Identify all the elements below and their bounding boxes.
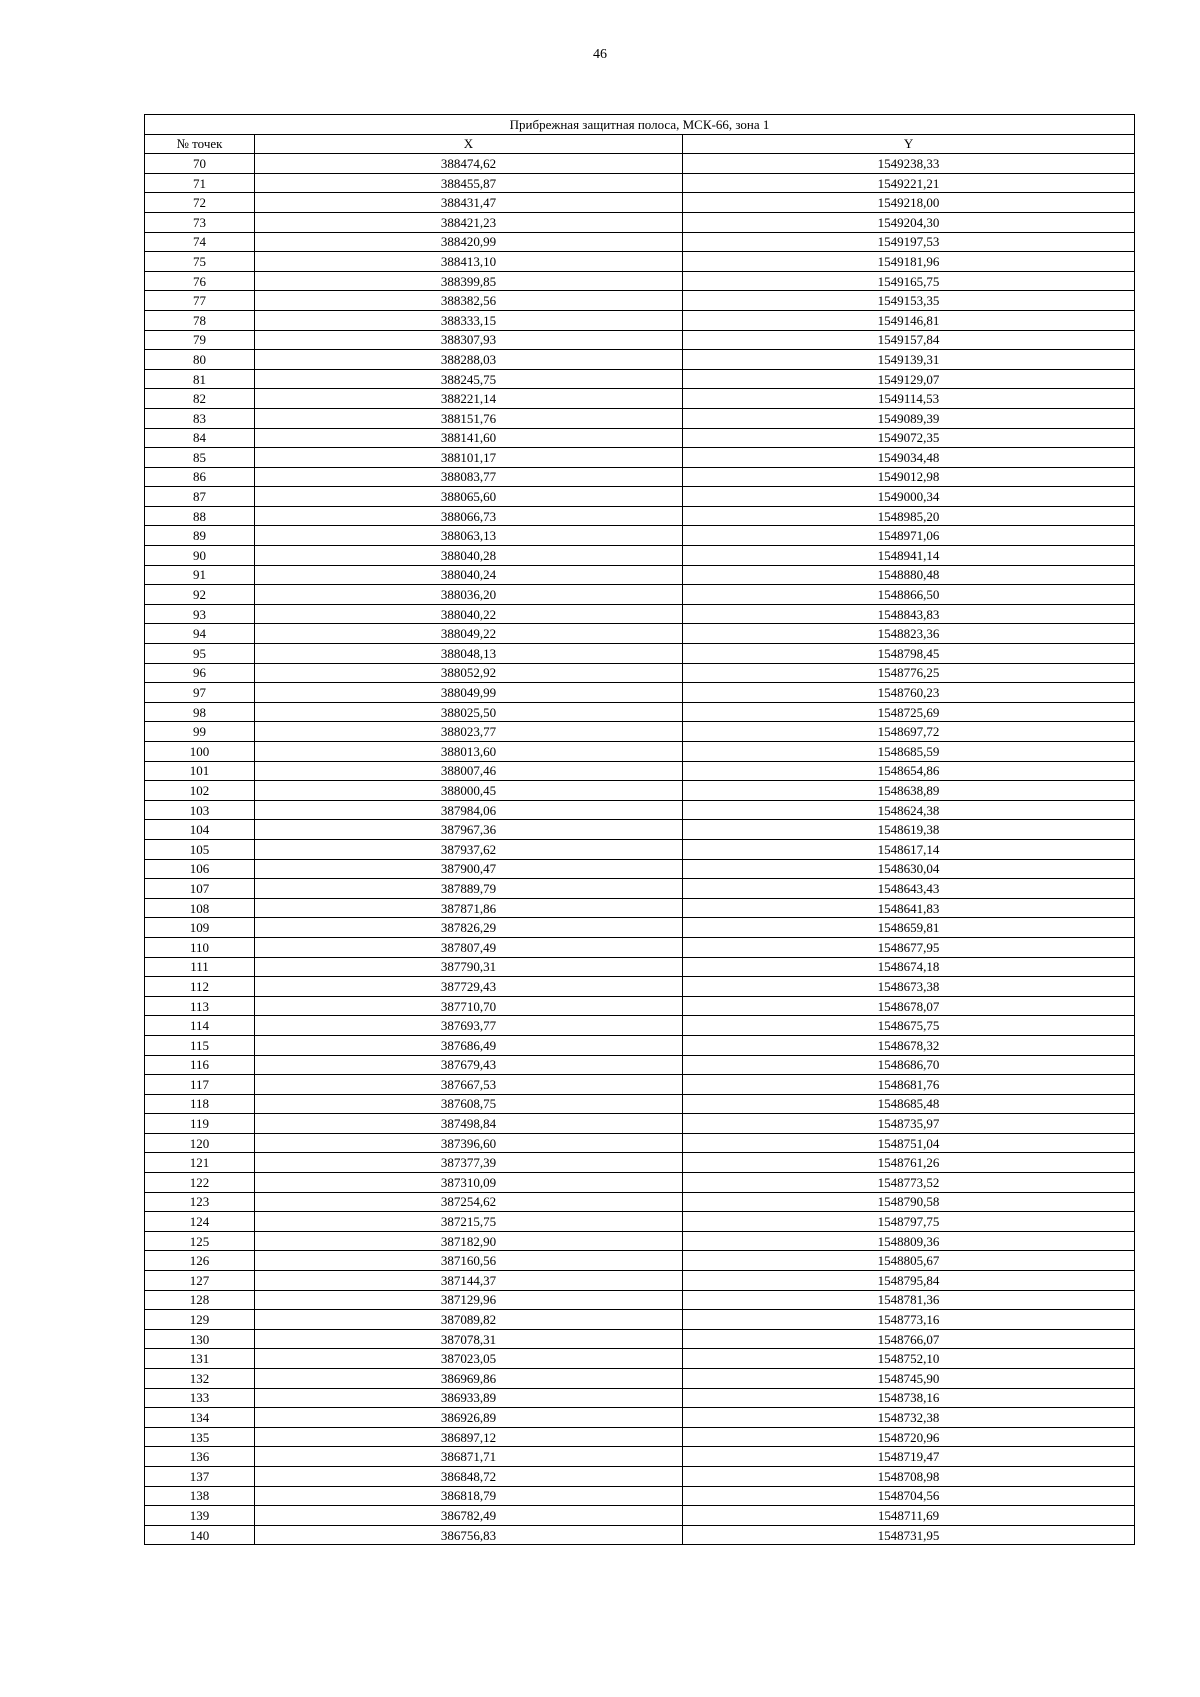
x-coordinate-cell: 388151,76 (255, 408, 683, 428)
point-number-cell: 81 (145, 369, 255, 389)
point-number-cell: 73 (145, 212, 255, 232)
x-coordinate-cell: 388420,99 (255, 232, 683, 252)
x-coordinate-cell: 387871,86 (255, 898, 683, 918)
table-row (145, 428, 1135, 448)
point-number-cell: 103 (145, 800, 255, 820)
table-row (145, 252, 1135, 272)
table-row (145, 1192, 1135, 1212)
y-coordinate-cell: 1549157,84 (683, 330, 1135, 350)
column-header-point-number: № точек (145, 134, 255, 154)
y-coordinate-cell: 1548720,96 (683, 1427, 1135, 1447)
x-coordinate-cell: 387984,06 (255, 800, 683, 820)
table-row (145, 585, 1135, 605)
y-coordinate-cell: 1548735,97 (683, 1114, 1135, 1134)
x-coordinate-cell: 388382,56 (255, 291, 683, 311)
y-coordinate-cell: 1548630,04 (683, 859, 1135, 879)
point-number-cell: 115 (145, 1035, 255, 1055)
table-row (145, 310, 1135, 330)
point-number-cell: 82 (145, 389, 255, 409)
x-coordinate-cell: 388040,22 (255, 604, 683, 624)
table-row (145, 702, 1135, 722)
y-coordinate-cell: 1548809,36 (683, 1231, 1135, 1251)
point-number-cell: 90 (145, 546, 255, 566)
y-coordinate-cell: 1548678,32 (683, 1035, 1135, 1055)
table-row (145, 820, 1135, 840)
x-coordinate-cell: 388066,73 (255, 506, 683, 526)
table-row (145, 1349, 1135, 1369)
table-row (145, 1466, 1135, 1486)
x-coordinate-cell: 387089,82 (255, 1310, 683, 1330)
x-coordinate-cell: 388245,75 (255, 369, 683, 389)
y-coordinate-cell: 1548823,36 (683, 624, 1135, 644)
table-row (145, 1173, 1135, 1193)
x-coordinate-cell: 387667,53 (255, 1075, 683, 1095)
point-number-cell: 124 (145, 1212, 255, 1232)
x-coordinate-cell: 388048,13 (255, 644, 683, 664)
x-coordinate-cell: 388040,24 (255, 565, 683, 585)
table-row (145, 1290, 1135, 1310)
x-coordinate-cell: 387144,37 (255, 1271, 683, 1291)
point-number-cell: 79 (145, 330, 255, 350)
point-number-cell: 77 (145, 291, 255, 311)
y-coordinate-cell: 1548731,95 (683, 1525, 1135, 1545)
y-coordinate-cell: 1548773,16 (683, 1310, 1135, 1330)
x-coordinate-cell: 388023,77 (255, 722, 683, 742)
table-row (145, 722, 1135, 742)
column-header-x: X (255, 134, 683, 154)
table-body (145, 154, 1135, 1545)
x-coordinate-cell: 388013,60 (255, 742, 683, 762)
x-coordinate-cell: 388399,85 (255, 271, 683, 291)
x-coordinate-cell: 387310,09 (255, 1173, 683, 1193)
y-coordinate-cell: 1549012,98 (683, 467, 1135, 487)
y-coordinate-cell: 1548659,81 (683, 918, 1135, 938)
y-coordinate-cell: 1549204,30 (683, 212, 1135, 232)
table-row (145, 389, 1135, 409)
y-coordinate-cell: 1548704,56 (683, 1486, 1135, 1506)
table-row (145, 546, 1135, 566)
table-row (145, 1369, 1135, 1389)
table-row (145, 761, 1135, 781)
x-coordinate-cell: 387608,75 (255, 1094, 683, 1114)
point-number-cell: 136 (145, 1447, 255, 1467)
x-coordinate-cell: 388049,99 (255, 683, 683, 703)
page-number: 46 (593, 47, 607, 62)
x-coordinate-cell: 388455,87 (255, 173, 683, 193)
point-number-cell: 102 (145, 781, 255, 801)
x-coordinate-cell: 387215,75 (255, 1212, 683, 1232)
table-row (145, 1212, 1135, 1232)
table-row (145, 839, 1135, 859)
y-coordinate-cell: 1548751,04 (683, 1133, 1135, 1153)
x-coordinate-cell: 386897,12 (255, 1427, 683, 1447)
point-number-cell: 91 (145, 565, 255, 585)
point-number-cell: 93 (145, 604, 255, 624)
point-number-cell: 104 (145, 820, 255, 840)
y-coordinate-cell: 1549197,53 (683, 232, 1135, 252)
x-coordinate-cell: 387710,70 (255, 996, 683, 1016)
point-number-cell: 133 (145, 1388, 255, 1408)
x-coordinate-cell: 386871,71 (255, 1447, 683, 1467)
x-coordinate-cell: 388421,23 (255, 212, 683, 232)
x-coordinate-cell: 387937,62 (255, 839, 683, 859)
table-row (145, 604, 1135, 624)
table-row (145, 977, 1135, 997)
table-row (145, 212, 1135, 232)
point-number-cell: 140 (145, 1525, 255, 1545)
x-coordinate-cell: 386933,89 (255, 1388, 683, 1408)
table-row (145, 1055, 1135, 1075)
y-coordinate-cell: 1548678,07 (683, 996, 1135, 1016)
table-row (145, 1408, 1135, 1428)
table-row (145, 1075, 1135, 1095)
table-row (145, 1525, 1135, 1545)
y-coordinate-cell: 1549238,33 (683, 154, 1135, 174)
x-coordinate-cell: 387826,29 (255, 918, 683, 938)
table-row (145, 879, 1135, 899)
x-coordinate-cell: 387686,49 (255, 1035, 683, 1055)
x-coordinate-cell: 387900,47 (255, 859, 683, 879)
x-coordinate-cell: 388431,47 (255, 193, 683, 213)
point-number-cell: 117 (145, 1075, 255, 1095)
y-coordinate-cell: 1549114,53 (683, 389, 1135, 409)
x-coordinate-cell: 388141,60 (255, 428, 683, 448)
point-number-cell: 94 (145, 624, 255, 644)
x-coordinate-cell: 387182,90 (255, 1231, 683, 1251)
table-title: Прибрежная защитная полоса, МСК-66, зона 1 (145, 115, 1135, 135)
y-coordinate-cell: 1548674,18 (683, 957, 1135, 977)
y-coordinate-cell: 1548624,38 (683, 800, 1135, 820)
y-coordinate-cell: 1548643,43 (683, 879, 1135, 899)
point-number-cell: 89 (145, 526, 255, 546)
table-row (145, 1231, 1135, 1251)
table-row (145, 232, 1135, 252)
y-coordinate-cell: 1549218,00 (683, 193, 1135, 213)
x-coordinate-cell: 386969,86 (255, 1369, 683, 1389)
x-coordinate-cell: 386848,72 (255, 1466, 683, 1486)
x-coordinate-cell: 388052,92 (255, 663, 683, 683)
y-coordinate-cell: 1548805,67 (683, 1251, 1135, 1271)
y-coordinate-cell: 1548795,84 (683, 1271, 1135, 1291)
x-coordinate-cell: 387023,05 (255, 1349, 683, 1369)
point-number-cell: 106 (145, 859, 255, 879)
point-number-cell: 84 (145, 428, 255, 448)
point-number-cell: 122 (145, 1173, 255, 1193)
table-row (145, 369, 1135, 389)
x-coordinate-cell: 388221,14 (255, 389, 683, 409)
point-number-cell: 71 (145, 173, 255, 193)
x-coordinate-cell: 387790,31 (255, 957, 683, 977)
table-row (145, 1329, 1135, 1349)
x-coordinate-cell: 388333,15 (255, 310, 683, 330)
table-row (145, 1153, 1135, 1173)
point-number-cell: 119 (145, 1114, 255, 1134)
table-row (145, 1310, 1135, 1330)
point-number-cell: 105 (145, 839, 255, 859)
point-number-cell: 97 (145, 683, 255, 703)
y-coordinate-cell: 1548685,59 (683, 742, 1135, 762)
table-row (145, 1035, 1135, 1055)
point-number-cell: 137 (145, 1466, 255, 1486)
x-coordinate-cell: 388101,17 (255, 448, 683, 468)
point-number-cell: 86 (145, 467, 255, 487)
table-row (145, 996, 1135, 1016)
table-row (145, 663, 1135, 683)
y-coordinate-cell: 1548697,72 (683, 722, 1135, 742)
y-coordinate-cell: 1548619,38 (683, 820, 1135, 840)
point-number-cell: 138 (145, 1486, 255, 1506)
x-coordinate-cell: 387396,60 (255, 1133, 683, 1153)
y-coordinate-cell: 1548880,48 (683, 565, 1135, 585)
table-row (145, 1427, 1135, 1447)
y-coordinate-cell: 1548673,38 (683, 977, 1135, 997)
x-coordinate-cell: 388065,60 (255, 487, 683, 507)
x-coordinate-cell: 388025,50 (255, 702, 683, 722)
point-number-cell: 114 (145, 1016, 255, 1036)
x-coordinate-cell: 386756,83 (255, 1525, 683, 1545)
table-row (145, 937, 1135, 957)
y-coordinate-cell: 1548760,23 (683, 683, 1135, 703)
x-coordinate-cell: 386818,79 (255, 1486, 683, 1506)
table-row (145, 1114, 1135, 1134)
x-coordinate-cell: 387679,43 (255, 1055, 683, 1075)
point-number-cell: 95 (145, 644, 255, 664)
y-coordinate-cell: 1548685,48 (683, 1094, 1135, 1114)
y-coordinate-cell: 1548732,38 (683, 1408, 1135, 1428)
table-row (145, 1271, 1135, 1291)
point-number-cell: 118 (145, 1094, 255, 1114)
point-number-cell: 88 (145, 506, 255, 526)
x-coordinate-cell: 387729,43 (255, 977, 683, 997)
point-number-cell: 134 (145, 1408, 255, 1428)
table-row (145, 1133, 1135, 1153)
table-row (145, 898, 1135, 918)
y-coordinate-cell: 1548843,83 (683, 604, 1135, 624)
y-coordinate-cell: 1549000,34 (683, 487, 1135, 507)
y-coordinate-cell: 1548773,52 (683, 1173, 1135, 1193)
point-number-cell: 116 (145, 1055, 255, 1075)
table-row (145, 1447, 1135, 1467)
point-number-cell: 127 (145, 1271, 255, 1291)
y-coordinate-cell: 1548638,89 (683, 781, 1135, 801)
x-coordinate-cell: 387967,36 (255, 820, 683, 840)
table-row (145, 467, 1135, 487)
y-coordinate-cell: 1549034,48 (683, 448, 1135, 468)
y-coordinate-cell: 1548941,14 (683, 546, 1135, 566)
y-coordinate-cell: 1549153,35 (683, 291, 1135, 311)
y-coordinate-cell: 1549181,96 (683, 252, 1135, 272)
x-coordinate-cell: 388083,77 (255, 467, 683, 487)
table-row (145, 1486, 1135, 1506)
point-number-cell: 109 (145, 918, 255, 938)
x-coordinate-cell: 388036,20 (255, 585, 683, 605)
y-coordinate-cell: 1549139,31 (683, 350, 1135, 370)
table-row (145, 644, 1135, 664)
y-coordinate-cell: 1548752,10 (683, 1349, 1135, 1369)
y-coordinate-cell: 1548617,14 (683, 839, 1135, 859)
y-coordinate-cell: 1548761,26 (683, 1153, 1135, 1173)
y-coordinate-cell: 1548798,45 (683, 644, 1135, 664)
point-number-cell: 131 (145, 1349, 255, 1369)
point-number-cell: 92 (145, 585, 255, 605)
x-coordinate-cell: 388007,46 (255, 761, 683, 781)
point-number-cell: 80 (145, 350, 255, 370)
y-coordinate-cell: 1548681,76 (683, 1075, 1135, 1095)
y-coordinate-cell: 1548725,69 (683, 702, 1135, 722)
x-coordinate-cell: 388474,62 (255, 154, 683, 174)
table-row (145, 1016, 1135, 1036)
point-number-cell: 107 (145, 879, 255, 899)
x-coordinate-cell: 388413,10 (255, 252, 683, 272)
point-number-cell: 70 (145, 154, 255, 174)
y-coordinate-cell: 1548766,07 (683, 1329, 1135, 1349)
point-number-cell: 74 (145, 232, 255, 252)
x-coordinate-cell: 388040,28 (255, 546, 683, 566)
table-row (145, 1506, 1135, 1526)
table-row (145, 918, 1135, 938)
point-number-cell: 100 (145, 742, 255, 762)
table-row (145, 800, 1135, 820)
table-header-row (145, 134, 1135, 154)
table-row (145, 408, 1135, 428)
table-row (145, 506, 1135, 526)
y-coordinate-cell: 1548677,95 (683, 937, 1135, 957)
point-number-cell: 111 (145, 957, 255, 977)
y-coordinate-cell: 1548797,75 (683, 1212, 1135, 1232)
x-coordinate-cell: 388049,22 (255, 624, 683, 644)
y-coordinate-cell: 1548866,50 (683, 585, 1135, 605)
point-number-cell: 120 (145, 1133, 255, 1153)
point-number-cell: 135 (145, 1427, 255, 1447)
table-row (145, 1251, 1135, 1271)
point-number-cell: 83 (145, 408, 255, 428)
point-number-cell: 123 (145, 1192, 255, 1212)
x-coordinate-cell: 387160,56 (255, 1251, 683, 1271)
point-number-cell: 110 (145, 937, 255, 957)
table-row (145, 683, 1135, 703)
table-row (145, 291, 1135, 311)
table-row (145, 565, 1135, 585)
x-coordinate-cell: 387377,39 (255, 1153, 683, 1173)
point-number-cell: 96 (145, 663, 255, 683)
table-row (145, 350, 1135, 370)
y-coordinate-cell: 1548971,06 (683, 526, 1135, 546)
point-number-cell: 139 (145, 1506, 255, 1526)
table-row (145, 1388, 1135, 1408)
y-coordinate-cell: 1549165,75 (683, 271, 1135, 291)
y-coordinate-cell: 1549221,21 (683, 173, 1135, 193)
x-coordinate-cell: 386782,49 (255, 1506, 683, 1526)
table-row (145, 859, 1135, 879)
y-coordinate-cell: 1548781,36 (683, 1290, 1135, 1310)
y-coordinate-cell: 1548790,58 (683, 1192, 1135, 1212)
table-title-row (145, 115, 1135, 135)
table-row (145, 330, 1135, 350)
point-number-cell: 132 (145, 1369, 255, 1389)
table-row (145, 487, 1135, 507)
point-number-cell: 113 (145, 996, 255, 1016)
point-number-cell: 85 (145, 448, 255, 468)
x-coordinate-cell: 388063,13 (255, 526, 683, 546)
y-coordinate-cell: 1548686,70 (683, 1055, 1135, 1075)
table-row (145, 526, 1135, 546)
y-coordinate-cell: 1548641,83 (683, 898, 1135, 918)
y-coordinate-cell: 1548719,47 (683, 1447, 1135, 1467)
y-coordinate-cell: 1548985,20 (683, 506, 1135, 526)
x-coordinate-cell: 388307,93 (255, 330, 683, 350)
table-row (145, 742, 1135, 762)
y-coordinate-cell: 1548738,16 (683, 1388, 1135, 1408)
y-coordinate-cell: 1549129,07 (683, 369, 1135, 389)
point-number-cell: 129 (145, 1310, 255, 1330)
table-row (145, 1094, 1135, 1114)
point-number-cell: 101 (145, 761, 255, 781)
y-coordinate-cell: 1549146,81 (683, 310, 1135, 330)
y-coordinate-cell: 1549072,35 (683, 428, 1135, 448)
x-coordinate-cell: 387807,49 (255, 937, 683, 957)
point-number-cell: 87 (145, 487, 255, 507)
y-coordinate-cell: 1548776,25 (683, 663, 1135, 683)
point-number-cell: 121 (145, 1153, 255, 1173)
point-number-cell: 78 (145, 310, 255, 330)
table-row (145, 781, 1135, 801)
table-row (145, 271, 1135, 291)
table-row (145, 154, 1135, 174)
y-coordinate-cell: 1548675,75 (683, 1016, 1135, 1036)
point-number-cell: 75 (145, 252, 255, 272)
point-number-cell: 76 (145, 271, 255, 291)
x-coordinate-cell: 387693,77 (255, 1016, 683, 1036)
y-coordinate-cell: 1548745,90 (683, 1369, 1135, 1389)
x-coordinate-cell: 387498,84 (255, 1114, 683, 1134)
x-coordinate-cell: 387254,62 (255, 1192, 683, 1212)
table-row (145, 448, 1135, 468)
y-coordinate-cell: 1548711,69 (683, 1506, 1135, 1526)
point-number-cell: 125 (145, 1231, 255, 1251)
point-number-cell: 126 (145, 1251, 255, 1271)
table-row (145, 624, 1135, 644)
point-number-cell: 108 (145, 898, 255, 918)
point-number-cell: 130 (145, 1329, 255, 1349)
y-coordinate-cell: 1548654,86 (683, 761, 1135, 781)
point-number-cell: 72 (145, 193, 255, 213)
table-row (145, 173, 1135, 193)
point-number-cell: 112 (145, 977, 255, 997)
x-coordinate-cell: 386926,89 (255, 1408, 683, 1428)
y-coordinate-cell: 1549089,39 (683, 408, 1135, 428)
x-coordinate-cell: 387889,79 (255, 879, 683, 899)
coordinates-table (144, 114, 1135, 1545)
table-row (145, 957, 1135, 977)
x-coordinate-cell: 387129,96 (255, 1290, 683, 1310)
point-number-cell: 128 (145, 1290, 255, 1310)
column-header-y: Y (683, 134, 1135, 154)
point-number-cell: 98 (145, 702, 255, 722)
x-coordinate-cell: 388288,03 (255, 350, 683, 370)
y-coordinate-cell: 1548708,98 (683, 1466, 1135, 1486)
x-coordinate-cell: 387078,31 (255, 1329, 683, 1349)
x-coordinate-cell: 388000,45 (255, 781, 683, 801)
table-row (145, 193, 1135, 213)
point-number-cell: 99 (145, 722, 255, 742)
